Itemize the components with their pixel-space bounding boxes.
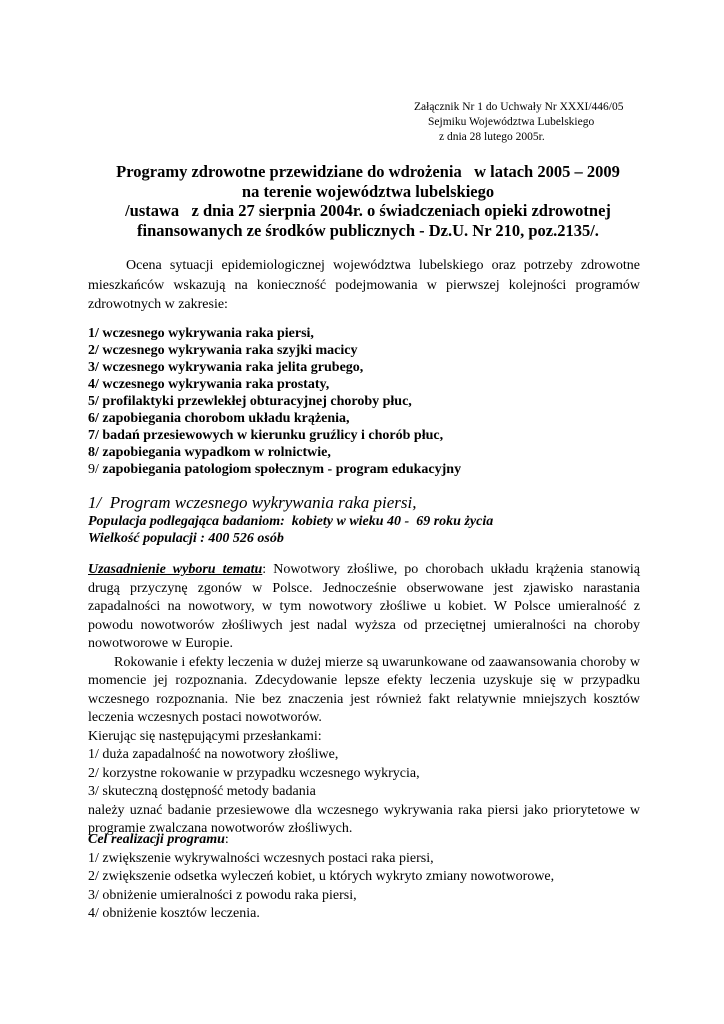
justification-text: : Nowotwory złośliwe, po chorobach układu krążenia stanowią drugą przyczynę zgonów w Polsce. Jednocześnie obserwowane jest zjawisko narastania zapadalności na nowotwory, w tym nowotwory złośliwe u kobiet. W Polsce umieralność z powodu nowotworów złośliwych jest nadal wyższa od przeciętnej umieralności na choroby nowotworowe w Europie. [88,562,640,651]
goals-label: Cel realizacji programu [88,832,225,847]
item-text: badań przesiewowych w kierunku gruźlicy i chorób płuc, [102,428,444,443]
item-text: wczesnego wykrywania raka piersi, [102,326,314,341]
item-text: zapobiegania patologiom społecznym - program edukacyjny [102,462,462,477]
list-item [88,359,461,376]
item-text: profilaktyki przewlekłej obturacyjnej choroby płuc, [102,394,412,409]
item-number: 6/ [88,411,99,426]
list-item [88,342,461,359]
justification-paragraph-3: Kierując się następującymi przesłankami: [88,728,322,744]
population-line [88,513,493,530]
item-text: zapobiegania chorobom układu krążenia, [102,411,350,426]
annex-line-3: z dnia 28 lutego 2005r. [439,131,545,143]
justification-paragraph-4: należy uznać badanie przesiewowe dla wczesnego wykrywania raka piersi jako priorytetowe w programie zwalczana nowotworów złośliwych. [88,802,640,836]
intro-paragraph: Ocena sytuacji epidemiologicznej województwa lubelskiego oraz potrzeby zdrowotne mieszkańców wskazują na konieczność podejmowania w pierwszej kolejności programów zdrowotnych w zakresie: [88,258,640,312]
item-text: zapobiegania wypadkom w rolnictwie, [102,445,331,460]
title-line-4: finansowanych ze środków publicznych - Dz.U. Nr 210, poz.2135/. [137,220,599,240]
list-item [88,427,461,444]
population-value: : kobiety w wieku 40 - 69 roku życia [280,514,494,529]
population-size: Wielkość populacji : 400 526 osób [88,531,284,546]
goal-item: 2/ zwiększenie odsetka wyleczeń kobiet, u których wykryto zmiany nowotworowe, [88,869,555,884]
item-text: wczesnego wykrywania raka jelita grubego, [102,360,364,375]
item-text: wczesnego wykrywania raka prostaty, [102,377,330,392]
goals-colon: : [224,832,229,847]
justification-section [88,561,640,839]
title-line-1: Programy zdrowotne przewidziane do wdrożenia w latach 2005 – 2009 [116,162,620,181]
goal-item: 4/ obniżenie kosztów leczenia. [88,906,260,921]
title-line-3: /ustawa z dnia 27 sierpnia 2004r. o świadczeniach opieki zdrowotnej [125,201,611,220]
item-number: 7/ [88,428,99,443]
item-number: 1/ [88,326,99,341]
goals-heading [88,831,640,850]
annex-header [414,100,624,145]
list-item [88,376,461,393]
item-number: 4/ [88,377,99,392]
goal-item: 3/ obniżenie umieralności z powodu raka piersi, [88,887,357,903]
program-goals [88,831,640,924]
title-line-2: na terenie województwa lubelskiego [241,181,495,201]
list-item [88,444,461,461]
list-item [88,393,461,410]
annex-line-2: Sejmiku Województwa Lubelskiego [428,116,595,128]
program-list [88,325,461,478]
justification-paragraph-2: Rokowanie i efekty leczenia w dużej mierze są uwarunkowane od zaawansowania choroby w momencie jej rozpoznania. Zdecydowanie lepsze efekty leczenia uzyskuje się w przypadku wczesnego rozpoznania. Nie bez znaczenia jest również fakt relatywnie mniejszych kosztów leczenia wczesnych postaci nowotworów. [88,654,640,725]
justification-list-item-1: 1/ duża zapadalność na nowotwory złośliwe, [88,747,339,762]
justification-label: Uzasadnienie wyboru tematu [88,562,263,577]
item-number: 2/ [88,343,99,358]
item-text: wczesnego wykrywania raka szyjki macicy [102,343,358,358]
justification-paragraph-1 [88,561,640,654]
item-number: 3/ [88,360,99,375]
section-heading: 1/ Program wczesnego wykrywania raka piersi, [88,493,417,512]
item-number: 8/ [88,445,99,460]
list-item [88,461,461,478]
section-1-header [88,492,493,547]
justification-list-item-3: 3/ skuteczną dostępność metody badania [88,784,316,799]
population-label: Populacja podlegająca badaniom [88,514,281,529]
goal-item: 1/ zwiększenie wykrywalności wczesnych postaci raka piersi, [88,850,434,866]
item-number: 9/ [88,462,99,477]
item-number: 5/ [88,394,99,409]
list-item [88,410,461,427]
list-item [88,325,461,342]
annex-line-1: Załącznik Nr 1 do Uchwały Nr XXXI/446/05 [414,101,624,113]
document-title [88,162,648,240]
justification-list-item-2: 2/ korzystne rokowanie w przypadku wczesnego wykrycia, [88,765,420,781]
